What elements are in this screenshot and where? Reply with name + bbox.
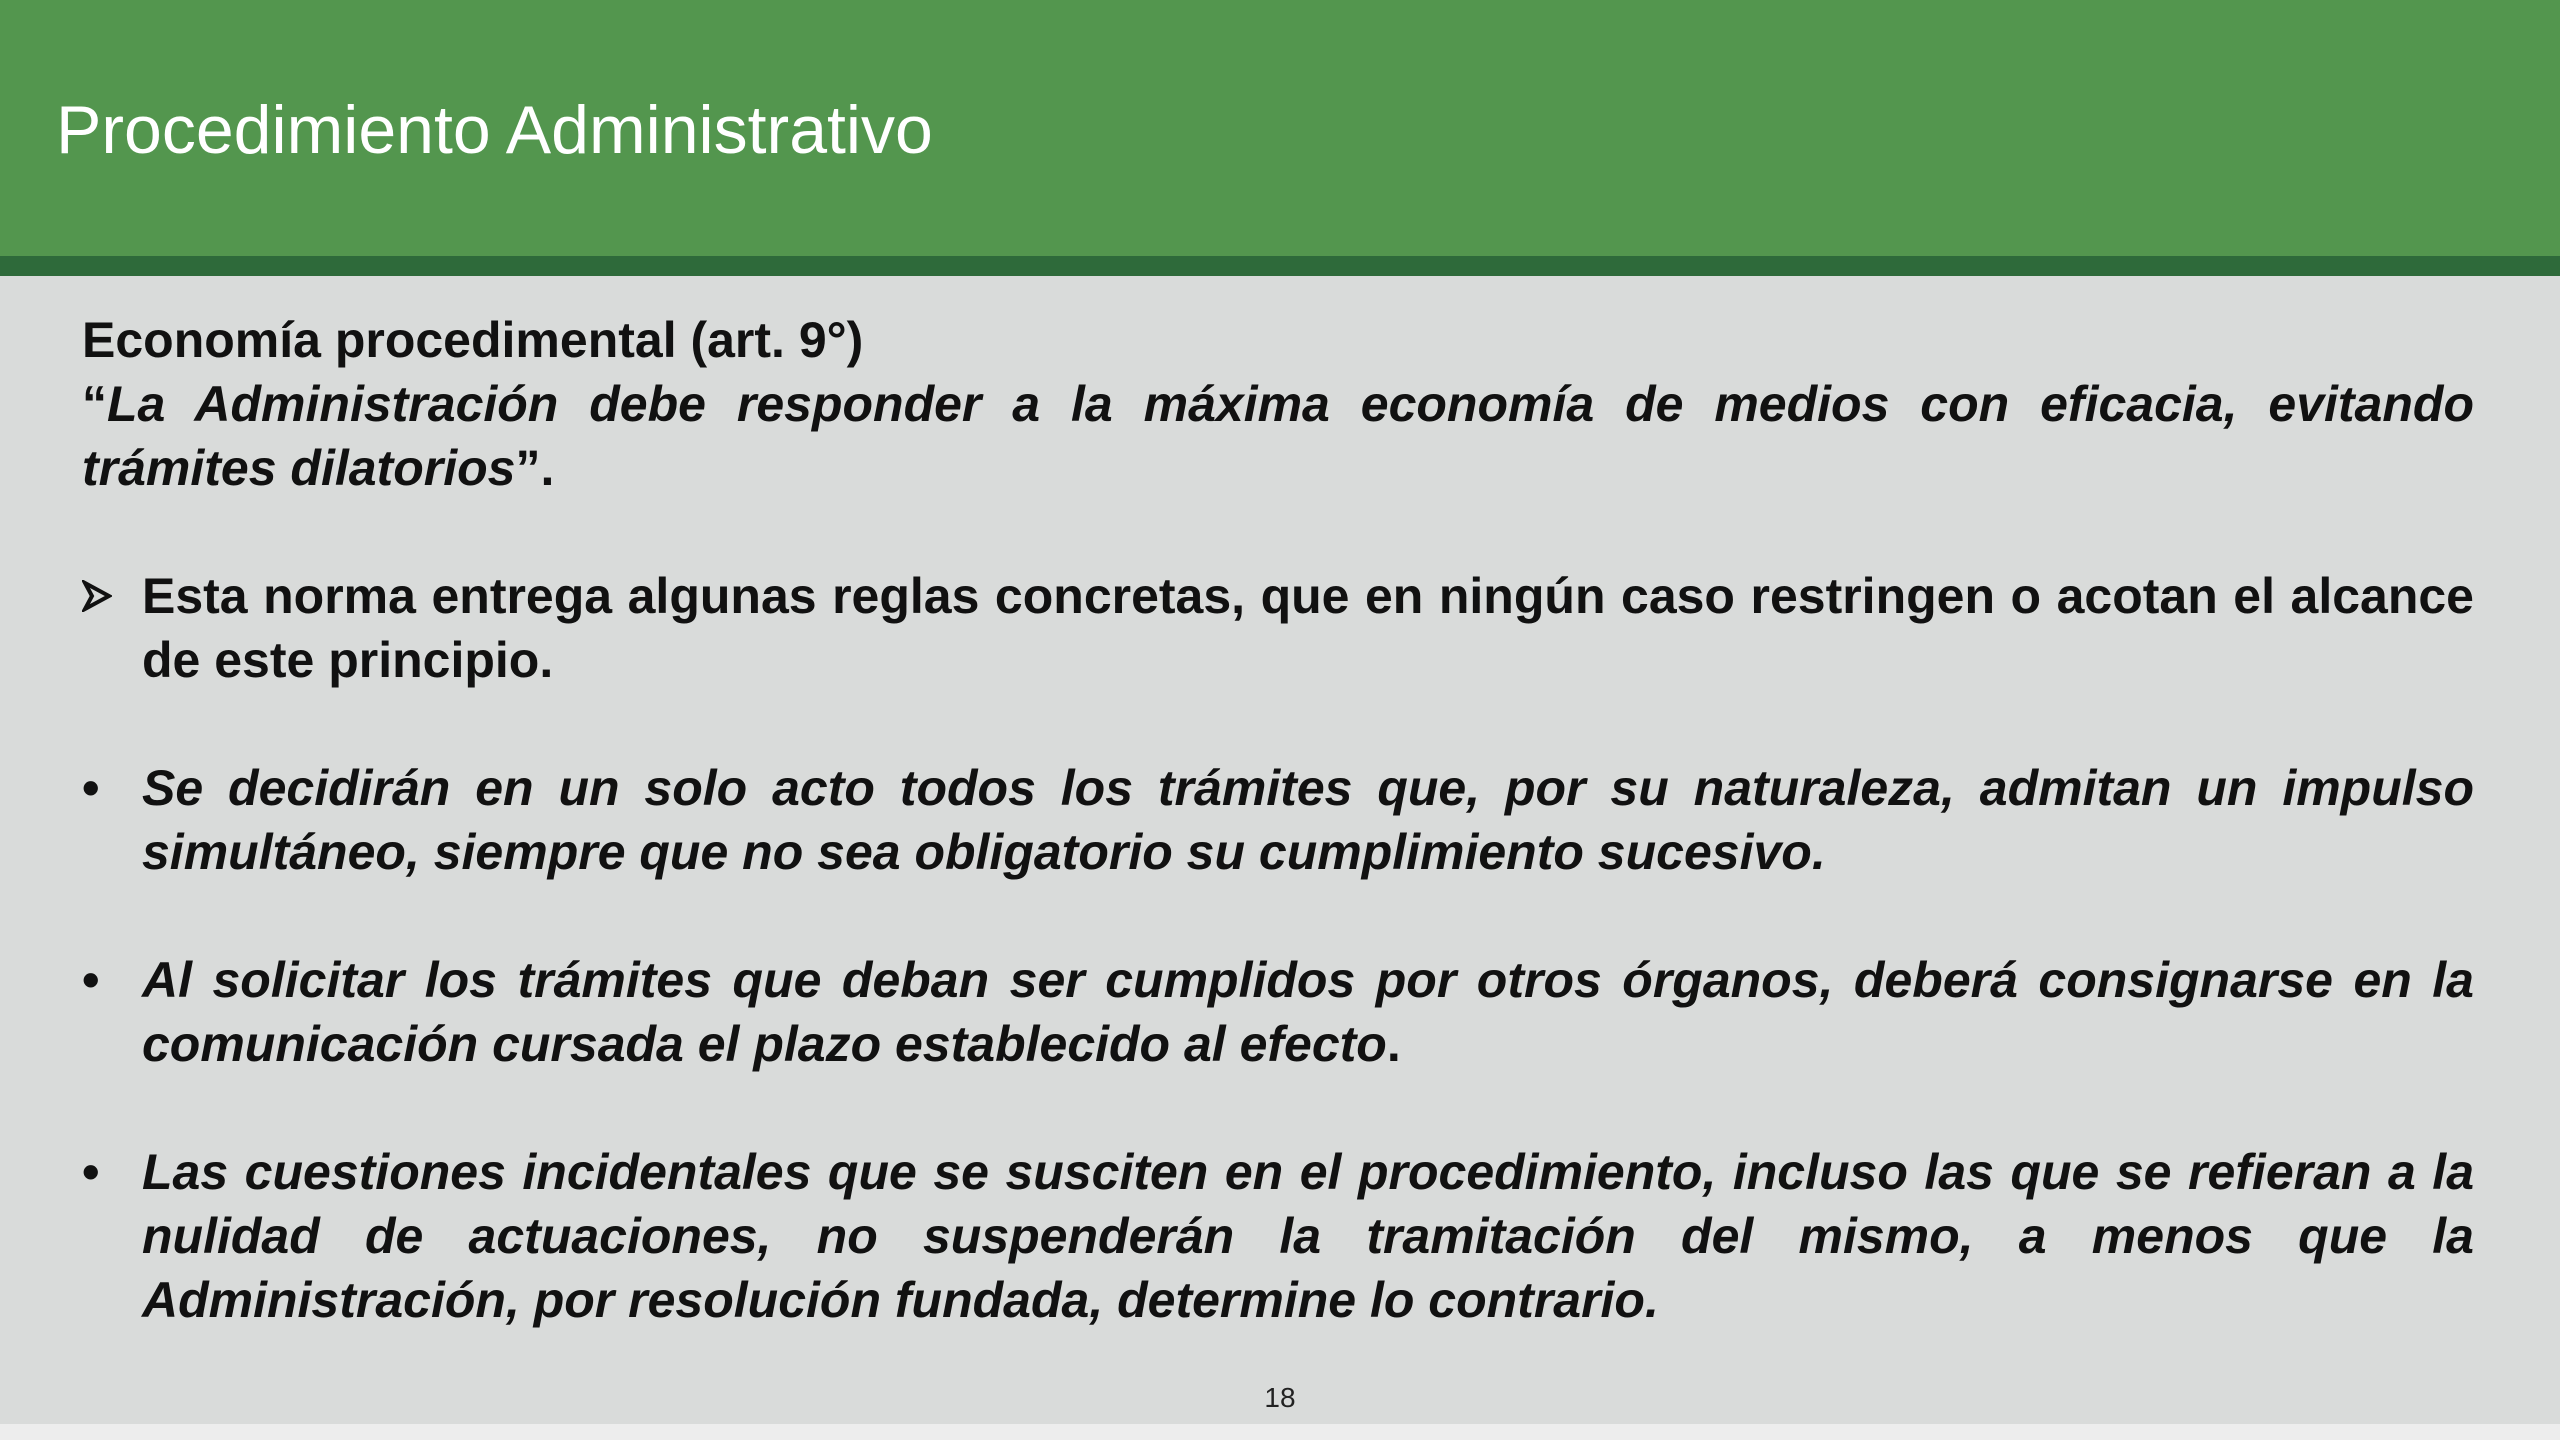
rule-item [82,756,2474,884]
slide-body [82,308,2474,1332]
quote-text: La Administración debe responder a la máxima economía de medios con eficacia, evitando trámites dilatorios [82,376,2474,496]
title-bar-divider [0,256,2560,276]
rule-item-text: Las cuestiones incidentales que se susciten en el procedimiento, incluso las que se refieran a la nulidad de actuaciones, no suspenderán la tramitación del mismo, a menos que la Administración, por resolución fundada, determine lo contrario. [142,1144,2474,1328]
rule-item-period: . [1386,1016,1401,1072]
rule-item [82,1140,2474,1332]
quote-close-mark: ”. [515,440,555,496]
slide-title: Procedimiento Administrativo [56,92,933,168]
bullet-marker: • [82,1144,100,1200]
rule-item-text: Se decidirán en un solo acto todos los trámites que, por su naturaleza, admitan un impulso simultáneo, siempre que no sea obligatorio su cumplimiento sucesivo. [142,760,2474,880]
bullet-marker: • [82,760,100,816]
principle-quote [82,372,2474,500]
rule-item [82,948,2474,1076]
quote-open-mark: “ [82,376,107,432]
rule-item-text: Al solicitar los trámites que deban ser cumplidos por otros órganos, deberá consignarse en la comunicación cursada el plazo establecido al efecto [142,952,2474,1072]
intro-point-text: Esta norma entrega algunas reglas concretas, que en ningún caso restringen o acotan el alcance de este principio. [142,568,2474,688]
page-number: 18 [1264,1382,1296,1413]
bullet-marker: • [82,952,100,1008]
intro-point [82,564,2474,692]
section-heading: Economía procedimental (art. 9°) [82,312,864,368]
arrow-bullet-icon [82,564,132,612]
title-bar [0,0,2560,256]
